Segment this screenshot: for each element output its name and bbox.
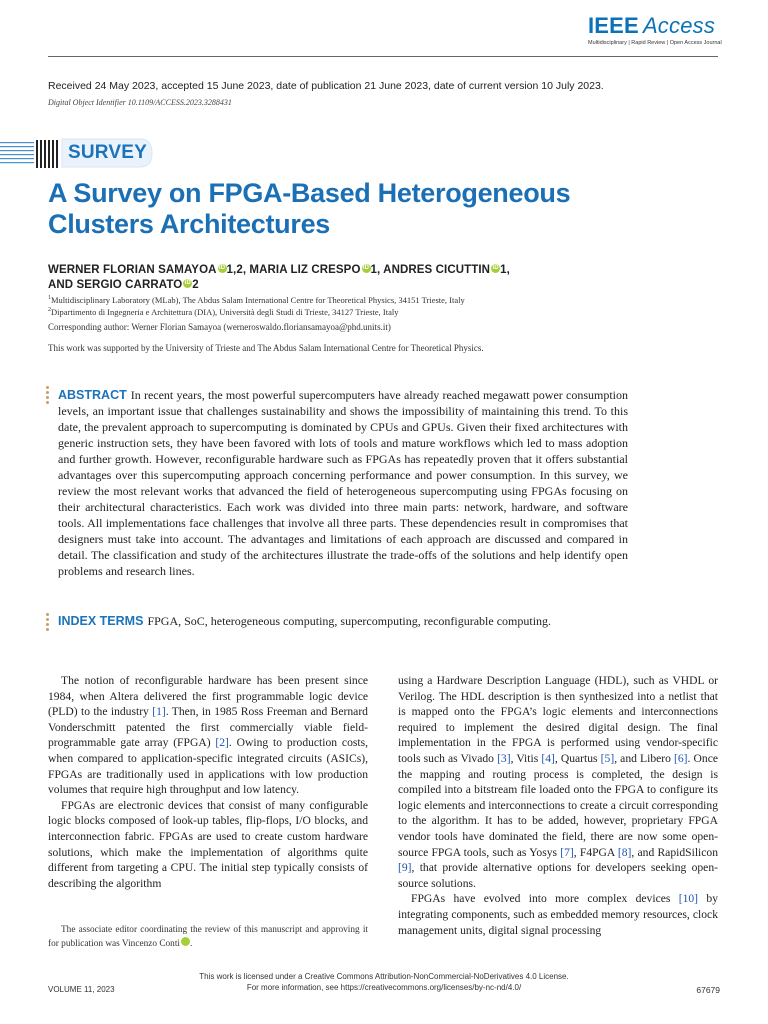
citation-link[interactable]: [7] (560, 845, 574, 859)
journal-logo (588, 13, 722, 46)
citation-link[interactable]: [4] (541, 751, 555, 765)
header-rule (48, 56, 718, 57)
citation-link[interactable]: [5] (600, 751, 615, 765)
author-affiliation-sup: 1,2 (226, 264, 243, 276)
affiliation-line (48, 295, 728, 305)
license-line: This work is licensed under a Creative Commons Attribution-NonCommercial-NoDerivatives 4.0 License. (199, 972, 569, 981)
body-text: , that provide alternative options for developers seeking open-source solutions. (398, 861, 718, 890)
paper-title: A Survey on FPGA-Based Heterogeneous Clusters Architectures (48, 178, 571, 239)
affiliation-text: Multidisciplinary Laboratory (MLab), The Abdus Salam International Centre for Theoretical Physics, 34151 Trieste, Italy (51, 295, 465, 305)
footnote-text: The associate editor coordinating the review of this manuscript and approving it for publication was Vincenzo Conti (48, 925, 368, 949)
body-paragraph (398, 891, 718, 938)
index-terms-dots-icon (46, 613, 50, 633)
body-text: The notion of reconfigurable hardware has been present since 1984, when Altera delivered the first programmable logic device (PLD) to the industry (48, 674, 368, 719)
editor-footnote: The associate editor coordinating the review of this manuscript and approving it for publication was Vincenzo Conti iD. (48, 925, 368, 949)
abstract-dots-icon (46, 386, 50, 406)
volume-info: VOLUME 11, 2023 (48, 985, 115, 994)
body-column-left (48, 673, 368, 891)
index-terms-block (58, 614, 678, 629)
abstract-text: In recent years, the most powerful supercomputers have already reached megawatt power consumption levels, an important issue that challenges sustainability and shows the impossibility of maintaining this trend. To this date, the prevalent approach to supercomputing is dominated by CPUs and GPUs. Given their fixed architectures with generic instruction sets, they have been favored with lots of tools and mature workflows which led to mass adoption and further growth. However, reconfigurable hardware such as FPGAs has repeatedly proven that it offers substantial advantages over this supercomputing approach concerning performance and power consumption. In this survey, we review the most relevant works that advanced the field of heterogeneous supercomputing using FPGAs focusing on their architectural characteristics. Each work was divided into three main parts: network, hardware, and software tools. All implementations face challenges that involve all three parts. These dependencies result in compromises that designers must take into account. The advantages and limitations of each approach are discussed and compared in detail. The classification and study of the architectures illustrate the trade-offs of the solutions and help identify open problems and research lines. (58, 388, 628, 578)
abstract-block (58, 387, 628, 579)
funding-note: This work was supported by the University of Trieste and The Abdus Salam International Centre for Theoretical Physics. (48, 343, 484, 353)
journal-tagline: Multidisciplinary | Rapid Review | Open Access Journal (588, 40, 722, 46)
author-affiliation-sup: 1 (370, 264, 377, 276)
author-name: MARIA LIZ CRESPO (249, 264, 361, 276)
citation-link[interactable]: [9] (398, 861, 412, 875)
author-name: ANDRES CICUTTIN (383, 264, 491, 276)
body-paragraph (48, 673, 368, 798)
section-stripes-graphic (0, 138, 64, 170)
citation-link[interactable]: [8] (617, 845, 632, 859)
body-text: . Once the mapping and routing process is completed, the design is compiled into a bitstream file loaded onto the FPGA to configure its logic elements and interconnections to create a circuit corresponding to the algorithm. It has to be added, however, proprietary FPGA vendor tools have dominated the field, there are now some open-source FPGA tools, such as Yosys (398, 751, 718, 859)
citation-link[interactable]: [6] (674, 751, 688, 765)
body-text: , and Libero (614, 751, 675, 765)
body-text: . Owing to production costs, when compared to application-specific integrated circuits (ASICs), FPGAs are traditionally used in applications with low production volumes that require high throughput and low latency. (48, 736, 369, 797)
body-text: using a Hardware Description Language (HDL), such as VHDL or Verilog. The HDL description is then synthesized into a netlist that is mapped onto the FPGA’s logic elements and interconnections required to implement the desired digital design. The final implementation in the FPGA is performed using vendor-specific tools such as Vivado (398, 674, 718, 765)
logo-brand: IEEE (588, 13, 639, 38)
doi-line: Digital Object Identifier 10.1109/ACCESS.2023.3288431 (48, 98, 232, 107)
body-text: , Vitis (510, 751, 542, 765)
author-name: WERNER FLORIAN SAMAYOA (48, 264, 217, 276)
citation-link[interactable]: [2] (215, 736, 229, 750)
author-affiliation-sup: 1 (500, 264, 507, 276)
body-text: , and RapidSilicon (631, 845, 718, 859)
body-column-right (398, 673, 718, 938)
orcid-icon[interactable]: iD (492, 265, 499, 271)
body-text: , Quartus (554, 751, 601, 765)
author-list: WERNER FLORIAN SAMAYOA iD1,2, MARIA LIZ CRESPO iD1, ANDRES CICUTTIN iD1, AND SERGIO CARRATO iD2 (48, 264, 510, 291)
received-dates: Received 24 May 2023, accepted 15 June 2023, date of publication 21 June 2023, date of current version 10 July 2023. (48, 80, 604, 92)
body-text: . Then, in 1985 Ross Freeman and Bernard Vonderschmitt patented the first commercially viable field-programmable gate array (FPGA) (48, 705, 368, 750)
orcid-icon[interactable]: iD (362, 265, 370, 271)
orcid-icon[interactable]: iD (184, 280, 191, 286)
index-terms-text: FPGA, SoC, heterogeneous computing, supercomputing, reconfigurable computing. (147, 614, 552, 628)
body-paragraph (398, 673, 718, 891)
journal-logo-wordmark (588, 14, 714, 38)
orcid-icon[interactable]: iD (218, 265, 226, 271)
index-terms-label: INDEX TERMS (58, 614, 144, 628)
body-text: by integrating components, such as embedded memory resources, clock management units, digital signal processing (398, 892, 718, 937)
citation-link[interactable]: [1] (152, 705, 166, 719)
page-number: 67679 (696, 985, 720, 995)
body-text: FPGAs have evolved into more complex devices (411, 892, 679, 906)
body-paragraph: FPGAs are electronic devices that consist of many configurable logic blocks composed of look-up tables, flip-flops, I/O blocks, and interconnection fabric. FPGAs are used to create custom hardware solutions, which make the implementation of algorithms quite different from targeting a CPU. The initial step typically consists of describing the algorithm (48, 798, 368, 890)
abstract-label: ABSTRACT (58, 388, 127, 402)
section-label: SURVEY (68, 142, 147, 163)
affiliation-line (48, 307, 728, 317)
citation-link[interactable]: [3] (497, 751, 511, 765)
logo-access: Access (642, 13, 716, 38)
citation-link[interactable]: [10] (678, 892, 699, 906)
orcid-icon[interactable]: iD (181, 937, 190, 946)
corresponding-author: Corresponding author: Werner Florian Samayoa (werneroswaldo.floriansamayoa@phd.units.it) (48, 322, 391, 332)
body-text: , F4PGA (573, 845, 618, 859)
license-url[interactable]: For more information, see https://creativecommons.org/licenses/by-nc-nd/4.0/ (246, 983, 522, 992)
author-affiliation-sup: 2 (192, 279, 199, 291)
author-conjunction: AND (48, 279, 74, 291)
affiliation-text: Dipartimento di Ingegneria e Architettura (DIA), Università degli Studi di Trieste, 34127 Trieste, Italy (51, 307, 399, 317)
author-name: SERGIO CARRATO (76, 279, 183, 291)
affiliation-number: 2 (48, 307, 51, 314)
affiliation-number: 1 (48, 295, 51, 302)
